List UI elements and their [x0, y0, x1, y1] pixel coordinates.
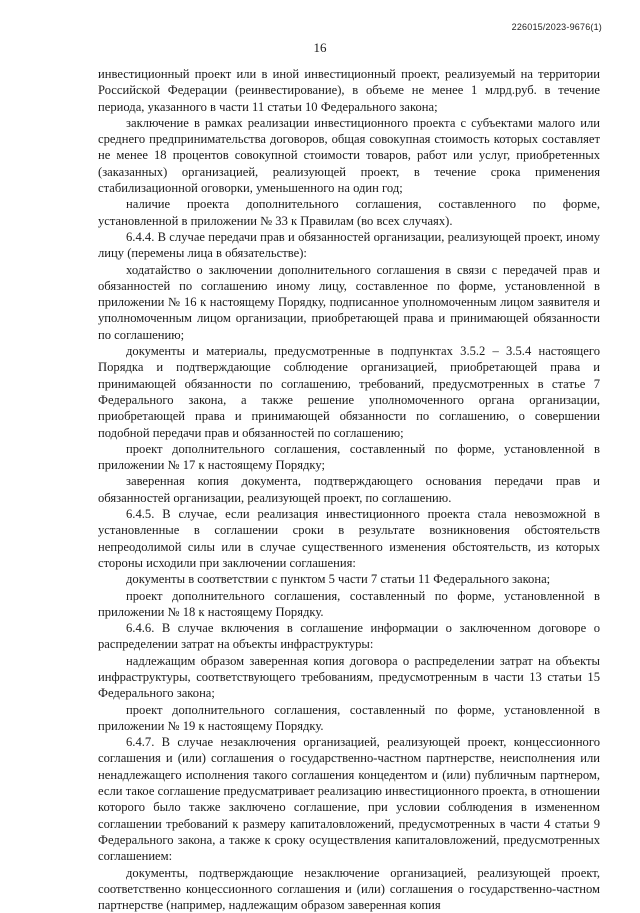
paragraph: 6.4.6. В случае включения в соглашение информации о заключенном договоре о распределении затрат на объекты инфраструктуры:: [98, 621, 600, 652]
document-id: 226015/2023-9676(1): [511, 22, 602, 32]
paragraph: 6.4.4. В случае передачи прав и обязанностей организации, реализующей проект, иному лицу (перемены лица в обязательстве):: [98, 229, 600, 261]
paragraph: документы, подтверждающие незаключение организацией, реализующей проект, соответственно концессионного соглашения и (или) соглашения о государственно-частном партнерстве (например, надлежащим образом заверенная копия: [98, 865, 600, 913]
paragraph: документы и материалы, предусмотренные в подпунктах 3.5.2 – 3.5.4 настоящего Порядка и подтверждающие соблюдение организацией, приобретающей права и принимающей обязанности по соглашению, требований, предусмотренных в статье 7 Федерального закона, а также решение уполномоченного органа организации, приобретающей права и принимающей обязанности по соглашению, о совершении подобной передачи прав и обязанностей по соглашению;: [98, 344, 600, 440]
paragraph: надлежащим образом заверенная копия договора о распределении затрат на объекты инфраструктуры, соответствующего требованиям, предусмотренным в части 13 статьи 15 Федерального закона;: [98, 653, 600, 701]
paragraph: 6.4.7. В случае незаключения организацией, реализующей проект, концессионного соглашения и (или) соглашения о государственно-частном партнерстве, неисполнения или ненадлежащего исполнения такого соглашения концедентом и (или) публичным партнером, если такое соглашение предусматривает реализацию инвестиционного проекта, в отношении которого было также заключено соглашение, при условии соблюдения в измененном соглашении требований к размеру капиталовложений, предусмотренных в части 4 статьи 9 Федерального закона, а также к сроку осуществления капиталовложений, предусмотренных соглашением:: [98, 735, 600, 864]
paragraph: заверенная копия документа, подтверждающего основания передачи прав и обязанностей организации, реализующей проект, по соглашению.: [98, 474, 600, 505]
paragraph: проект дополнительного соглашения, составленный по форме, установленной в приложении № 17 к настоящему Порядку;: [98, 441, 600, 473]
paragraph: ходатайство о заключении дополнительного соглашения в связи с передачей прав и обязанностей по соглашению иному лицу, составленное по форме, установленной в приложении № 16 к настоящему Порядку, подписанное уполномоченным лицом заявителя и уполномоченным лицом организации, приобретающей права и принимающей обязанности по соглашению;: [98, 262, 600, 342]
paragraph: 6.4.5. В случае, если реализация инвестиционного проекта стала невозможной в установленные в соглашении сроки в результате возникновения обстоятельств непреодолимой силы или в случае существенного изменения обстоятельств, из которых стороны исходили при заключении соглашения:: [98, 507, 600, 570]
paragraph: документы в соответствии с пунктом 5 части 7 статьи 11 Федерального закона;: [126, 572, 551, 587]
paragraph: заключение в рамках реализации инвестиционного проекта с субъектами малого или среднего предпринимательства договоров, общая совокупная стоимость которых составляет не менее 18 процентов совокупной стоимости товаров, работ или услуг, приобретенных (заказанных) организацией, реализующей проект, в течение срока применения стабилизационной оговорки, уменьшенного на один год;: [98, 115, 600, 196]
paragraph: проект дополнительного соглашения, составленный по форме, установленной в приложении № 19 к настоящему Порядку.: [98, 702, 600, 733]
paragraph: наличие проекта дополнительного соглашения, составленного по форме, установленной в приложении № 33 к Правилам (во всех случаях).: [98, 197, 600, 228]
document-body: [98, 66, 600, 913]
page-number: 16: [313, 40, 327, 55]
paragraph: инвестиционный проект или в иной инвестиционный проект, реализуемый на территории Российской Федерации (реинвестирование), в объеме не менее 1 млрд.руб. в течение периода, указанного в части 11 статьи 10 Федерального закона;: [98, 67, 600, 114]
paragraph: проект дополнительного соглашения, составленный по форме, установленной в приложении № 18 к настоящему Порядку.: [98, 588, 600, 619]
